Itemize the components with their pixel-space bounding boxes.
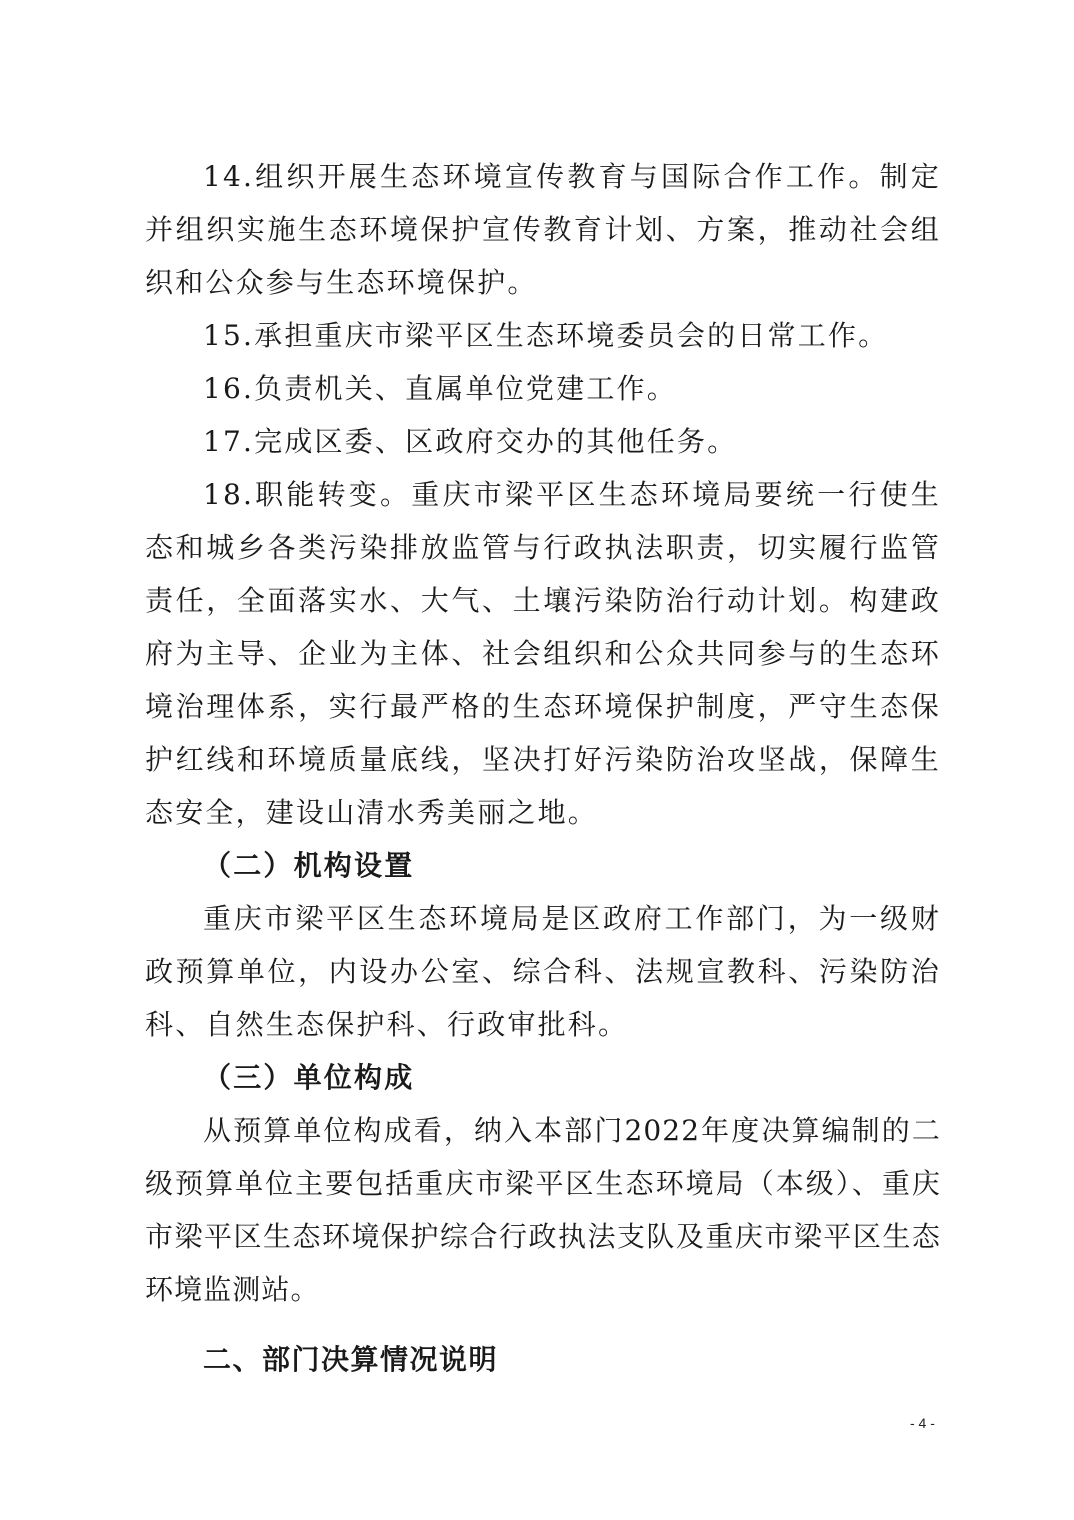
document-body xyxy=(145,150,941,1316)
chapter-heading: 二、部门决算情况说明 xyxy=(203,1343,499,1376)
paragraph-item-15: 15.承担重庆市梁平区生态环境委员会的日常工作。 xyxy=(203,319,889,352)
paragraph-item-14: 14.组织开展生态环境宣传教育与国际合作工作。制定并组织实施生态环境保护宣传教育计划、方案，推动社会组织和公众参与生态环境保护。 xyxy=(145,160,941,299)
paragraph-unit-composition: 从预算单位构成看，纳入本部门2022年度决算编制的二级预算单位主要包括重庆市梁平区生态环境局（本级）、重庆市梁平区生态环境保护综合行政执法支队及重庆市梁平区生态环境监测站。 xyxy=(145,1114,941,1306)
section-title-org-setup: （二）机构设置 xyxy=(203,849,415,882)
page-number: - 4 - xyxy=(910,1415,935,1431)
paragraph-org-setup: 重庆市梁平区生态环境局是区政府工作部门，为一级财政预算单位，内设办公室、综合科、法规宣教科、污染防治科、自然生态保护科、行政审批科。 xyxy=(145,902,941,1041)
paragraph-item-18: 18.职能转变。重庆市梁平区生态环境局要统一行使生态和城乡各类污染排放监管与行政执法职责，切实履行监管责任，全面落实水、大气、土壤污染防治行动计划。构建政府为主导、企业为主体、社会组织和公众共同参与的生态环境治理体系，实行最严格的生态环境保护制度，严守生态保护红线和环境质量底线，坚决打好污染防治攻坚战，保障生态安全，建设山清水秀美丽之地。 xyxy=(145,478,941,829)
paragraph-item-17: 17.完成区委、区政府交办的其他任务。 xyxy=(203,425,738,458)
section-title-unit-composition: （三）单位构成 xyxy=(203,1061,415,1094)
paragraph-item-16: 16.负责机关、直属单位党建工作。 xyxy=(203,372,677,405)
